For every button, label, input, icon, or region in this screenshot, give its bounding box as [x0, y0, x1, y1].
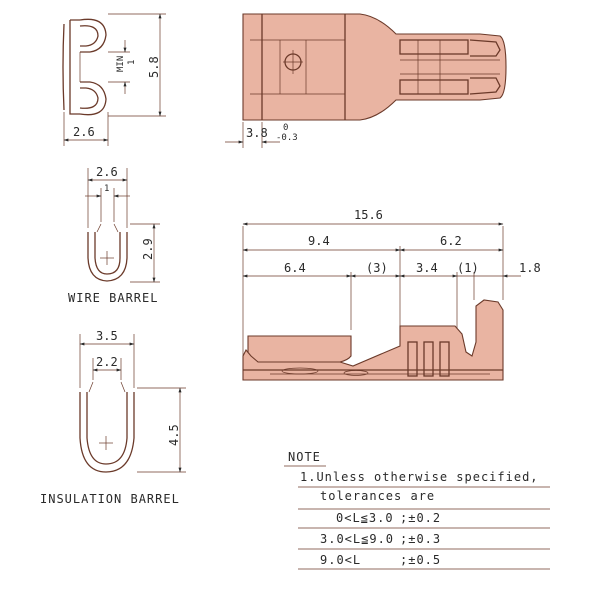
insulation-barrel-label: INSULATION BARREL: [40, 492, 180, 506]
top-view: [225, 14, 506, 148]
wire-barrel-inner-dim: 1: [104, 184, 110, 194]
side-view: [243, 208, 541, 380]
front-height-dim: 5.8: [147, 56, 161, 78]
side-dim-c: 3.4: [416, 261, 438, 275]
front-min-label: MIN: [116, 55, 126, 72]
tolerance-value-3: ;±0.5: [400, 553, 442, 567]
top-tol-lower: -0.3: [276, 133, 298, 143]
side-dim-d: (1): [457, 261, 479, 275]
front-view: [63, 14, 166, 146]
front-width-dim: 2.6: [73, 125, 95, 139]
note-block: [284, 450, 550, 569]
insulation-barrel-view: [40, 329, 186, 506]
insulation-barrel-outer-dim: 3.5: [96, 329, 118, 343]
note-line-2: tolerances are: [320, 489, 436, 503]
wire-barrel-height-dim: 2.9: [141, 238, 155, 260]
side-dim-b: (3): [366, 261, 388, 275]
front-min-value: 1: [127, 59, 137, 65]
top-length-dim: 3.8: [246, 126, 268, 140]
tolerance-value-1: ;±0.2: [400, 511, 442, 525]
tolerance-range-3: 9.0<L: [320, 553, 362, 567]
note-title: NOTE: [288, 450, 321, 464]
side-front-dim: 9.4: [308, 234, 330, 248]
top-tol-upper: 0: [283, 123, 289, 133]
side-rear-dim: 6.2: [440, 234, 462, 248]
wire-barrel-label: WIRE BARREL: [68, 291, 159, 305]
side-dim-a: 6.4: [284, 261, 306, 275]
side-total-dim: 15.6: [354, 208, 383, 222]
insulation-barrel-height-dim: 4.5: [167, 424, 181, 446]
insulation-barrel-inner-dim: 2.2: [96, 355, 118, 369]
note-line-1: 1.Unless otherwise specified,: [300, 470, 539, 484]
tolerance-value-2: ;±0.3: [400, 532, 442, 546]
wire-barrel-view: [68, 165, 160, 305]
tolerance-range-2: 3.0<L≦9.0: [320, 532, 395, 546]
tolerance-range-1: 0<L≦3.0: [336, 511, 394, 525]
wire-barrel-outer-dim: 2.6: [96, 165, 118, 179]
side-dim-e: 1.8: [519, 261, 541, 275]
